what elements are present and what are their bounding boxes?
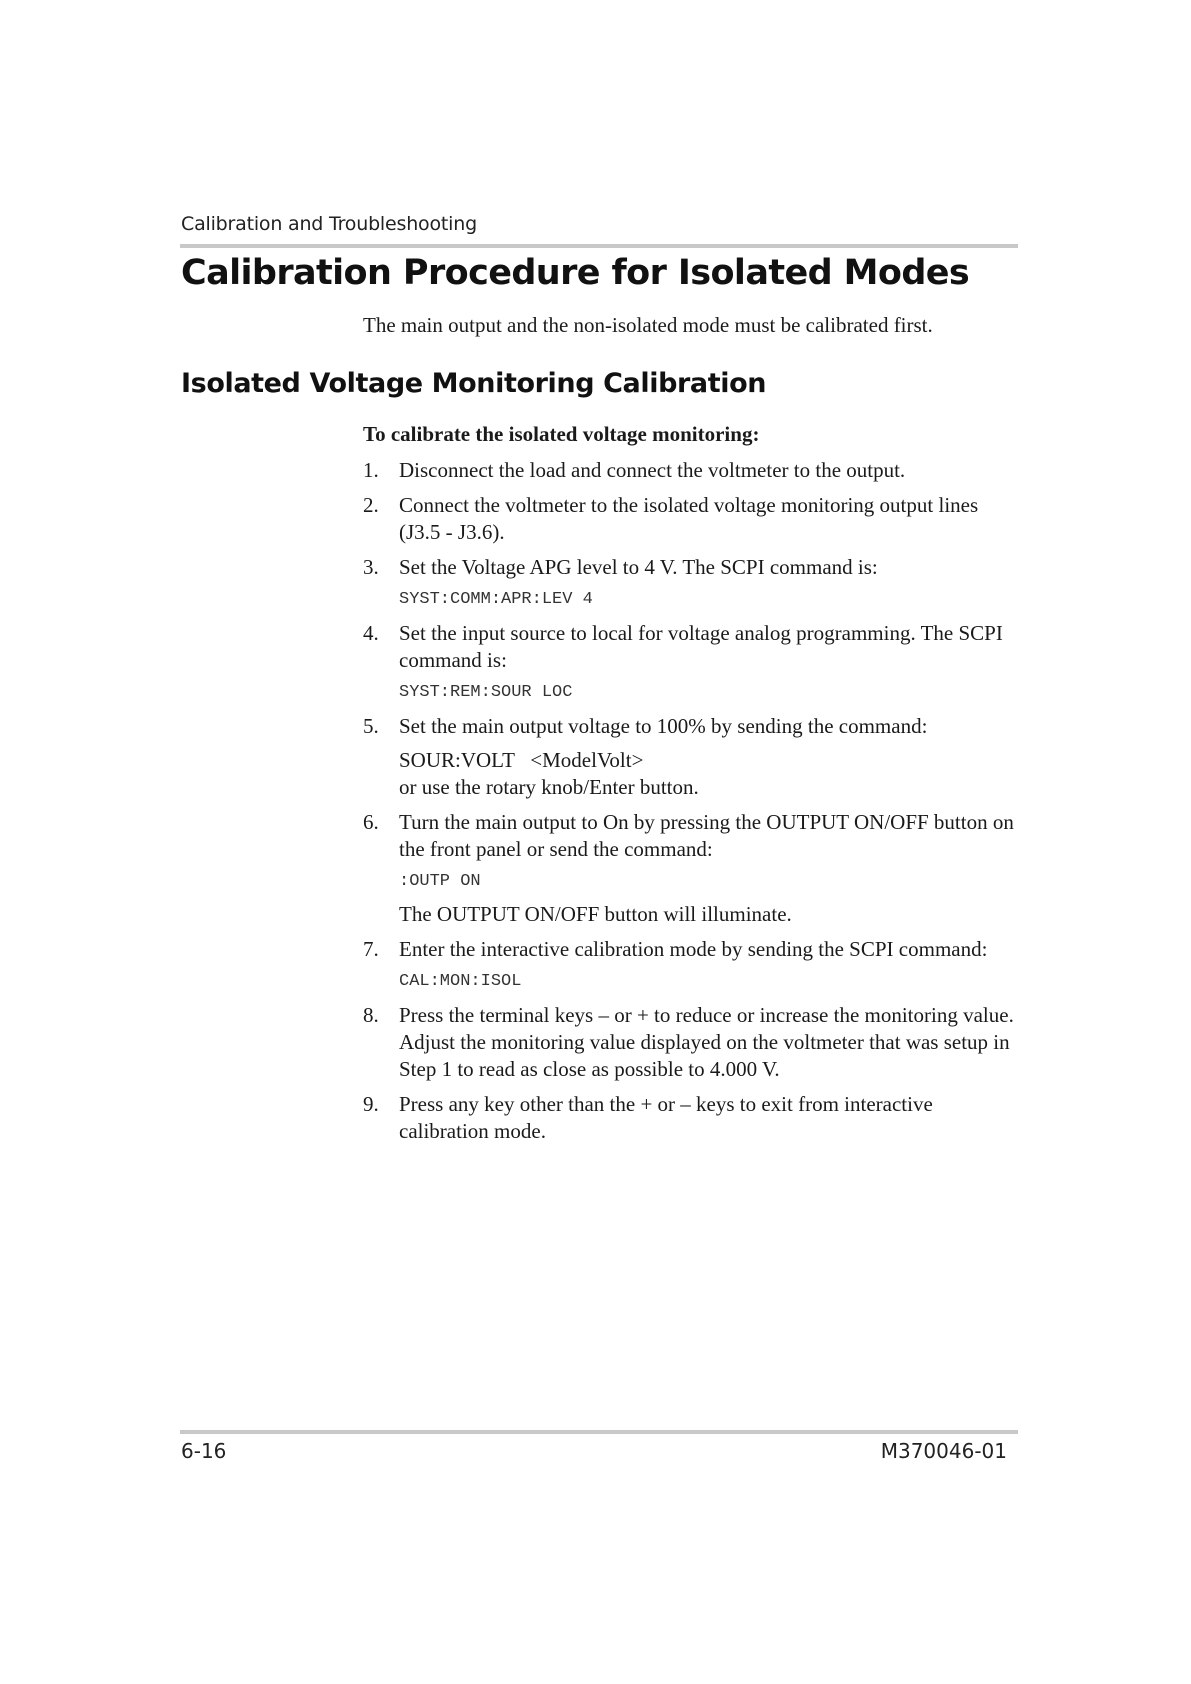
steps-list — [363, 457, 1023, 1153]
page-title: Calibration Procedure for Isolated Modes — [181, 253, 970, 293]
step-4 — [363, 620, 1023, 705]
step-text: Set the main output voltage to 100% by sending the command: — [399, 714, 928, 738]
step-text: Set the Voltage APG level to 4 V. The SCPI command is: — [399, 555, 878, 579]
step-number: 2. — [363, 493, 379, 517]
step-text: Press any key other than the + or – keys to exit from interactive calibration mode. — [399, 1092, 933, 1143]
procedure-heading: To calibrate the isolated voltage monitoring: — [363, 422, 760, 446]
step-3 — [363, 554, 1023, 612]
step-text: Disconnect the load and connect the voltmeter to the output. — [399, 458, 906, 482]
step-number: 7. — [363, 937, 379, 961]
step-text: Set the input source to local for voltage analog programming. The SCPI command is: — [399, 621, 1003, 672]
step-number: 5. — [363, 714, 379, 738]
step-number: 8. — [363, 1003, 379, 1027]
step-note: The OUTPUT ON/OFF button will illuminate. — [399, 902, 792, 926]
scpi-command: CAL:MON:ISOL — [399, 972, 522, 991]
step-number: 9. — [363, 1092, 379, 1116]
step-text: Turn the main output to On by pressing the OUTPUT ON/OFF button on the front panel or send the command: — [399, 810, 1014, 861]
step-7 — [363, 936, 1023, 994]
step-9 — [363, 1091, 1023, 1145]
step-number: 4. — [363, 621, 379, 645]
step-5 — [363, 713, 1023, 801]
intro-paragraph: The main output and the non-isolated mode must be calibrated first. — [363, 313, 933, 337]
running-header: Calibration and Troubleshooting — [181, 213, 477, 235]
step-note: or use the rotary knob/Enter button. — [399, 775, 699, 799]
scpi-command: SYST:REM:SOUR LOC — [399, 683, 573, 702]
section-title: Isolated Voltage Monitoring Calibration — [181, 368, 767, 399]
step-text: Enter the interactive calibration mode by sending the SCPI command: — [399, 937, 988, 961]
step-6 — [363, 809, 1023, 928]
scpi-command: SOUR:VOLT <ModelVolt> — [399, 748, 644, 772]
step-number: 3. — [363, 555, 379, 579]
step-number: 1. — [363, 458, 379, 482]
step-2 — [363, 492, 1023, 546]
scpi-command: :OUTP ON — [399, 872, 481, 891]
step-number: 6. — [363, 810, 379, 834]
footer-rule — [180, 1430, 1018, 1434]
step-text: Press the terminal keys – or + to reduce or increase the monitoring value. Adjust the monitoring value displayed on the voltmeter that was setup in Step 1 to read as close as possible to 4.000 V. — [399, 1003, 1014, 1081]
page-number: 6-16 — [181, 1439, 227, 1463]
scpi-command: SYST:COMM:APR:LEV 4 — [399, 590, 593, 609]
step-text: Connect the voltmeter to the isolated voltage monitoring output lines (J3.5 - J3.6). — [399, 493, 979, 544]
step-1 — [363, 457, 1023, 484]
document-number: M370046-01 — [880, 1439, 1007, 1463]
step-8 — [363, 1002, 1023, 1083]
header-rule — [180, 244, 1018, 248]
